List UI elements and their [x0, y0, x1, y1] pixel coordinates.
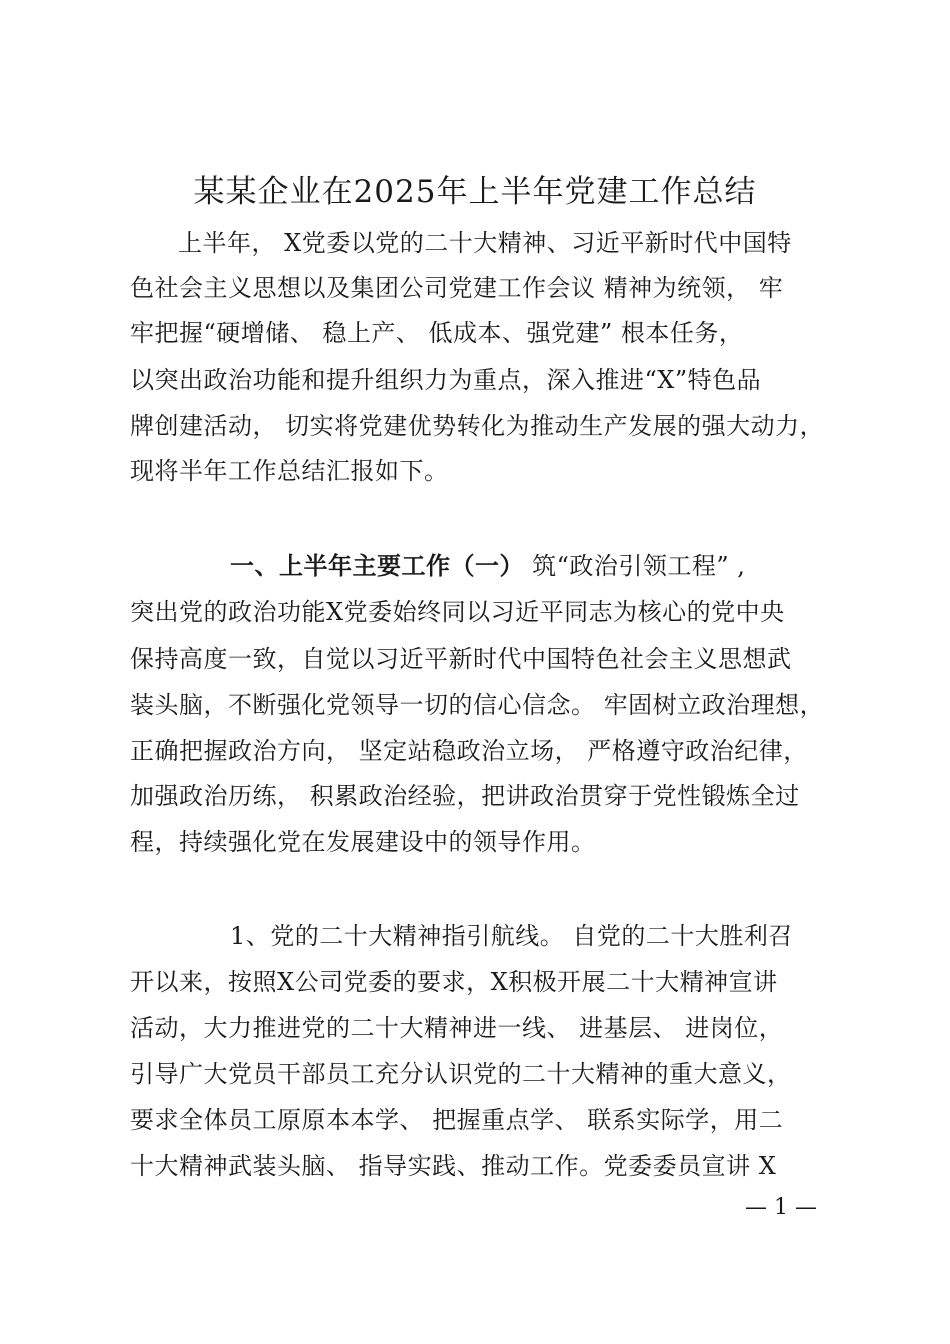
- section-heading-rest: 筑“政治引领工程” ,: [524, 552, 746, 580]
- section-one-line: 保持高度一致，自觉以习近平新时代中国特色社会主义思想武: [130, 645, 792, 673]
- section-one-line: 突出党的政治功能X党委始终同以习近平同志为核心的党中央: [130, 598, 785, 626]
- section-one-line: 装头脑，不断强化党领导一切的信心信念。 牢固树立政治理想，: [130, 691, 825, 719]
- intro-line: 牢把握“硬增储、 稳上产、 低成本、强党建” 根本任务，: [130, 319, 744, 347]
- intro-line: 以突出政治功能和提升组织力为重点，深入推进“X”特色品: [130, 366, 762, 394]
- item-one-line: 1、党的二十大精神指引航线。 自党的二十大胜利召: [230, 922, 793, 950]
- section-one-line: 正确把握政治方向， 坚定站稳政治立场， 严格遵守政治纪律，: [130, 737, 808, 765]
- item-one-line: 活动，大力推进党的二十大精神进一线、 进基层、 进岗位，: [130, 1014, 784, 1042]
- intro-line: 牌创建活动， 切实将党建优势转化为推动生产发展的强大动力，: [130, 412, 825, 440]
- document-title: 某某企业在2025年上半年党建工作总结: [193, 174, 757, 210]
- intro-line: 色社会主义思想以及集团公司党建工作会议 精神为统领， 牢: [130, 274, 784, 302]
- item-one-line: 引导广大党员干部员工充分认识党的二十大精神的重大意义，: [130, 1060, 792, 1088]
- item-one-line: 开以来，按照X公司党委的要求，X积极开展二十大精神宣讲: [130, 968, 778, 996]
- page-number: — 1 —: [745, 1195, 817, 1220]
- item-one-line: 要求全体员工原原本本学、 把握重点学、 联系实际学，用二: [130, 1106, 784, 1134]
- section-one-line: 程，持续强化党在发展建设中的领导作用。: [130, 828, 596, 856]
- section-one-line: 加强政治历练， 积累政治经验，把讲政治贯穿于党性锻炼全过: [130, 782, 800, 810]
- intro-line: 上半年， X党委以党的二十大精神、习近平新时代中国特: [178, 229, 792, 257]
- section-heading-bold: 一、上半年主要工作（一）: [230, 552, 524, 580]
- section-one-heading: [230, 550, 745, 582]
- intro-line: 现将半年工作总结汇报如下。: [130, 457, 449, 485]
- item-one-line: 十大精神武装头脑、 指导实践、推动工作。党委委员宣讲 X: [130, 1152, 777, 1180]
